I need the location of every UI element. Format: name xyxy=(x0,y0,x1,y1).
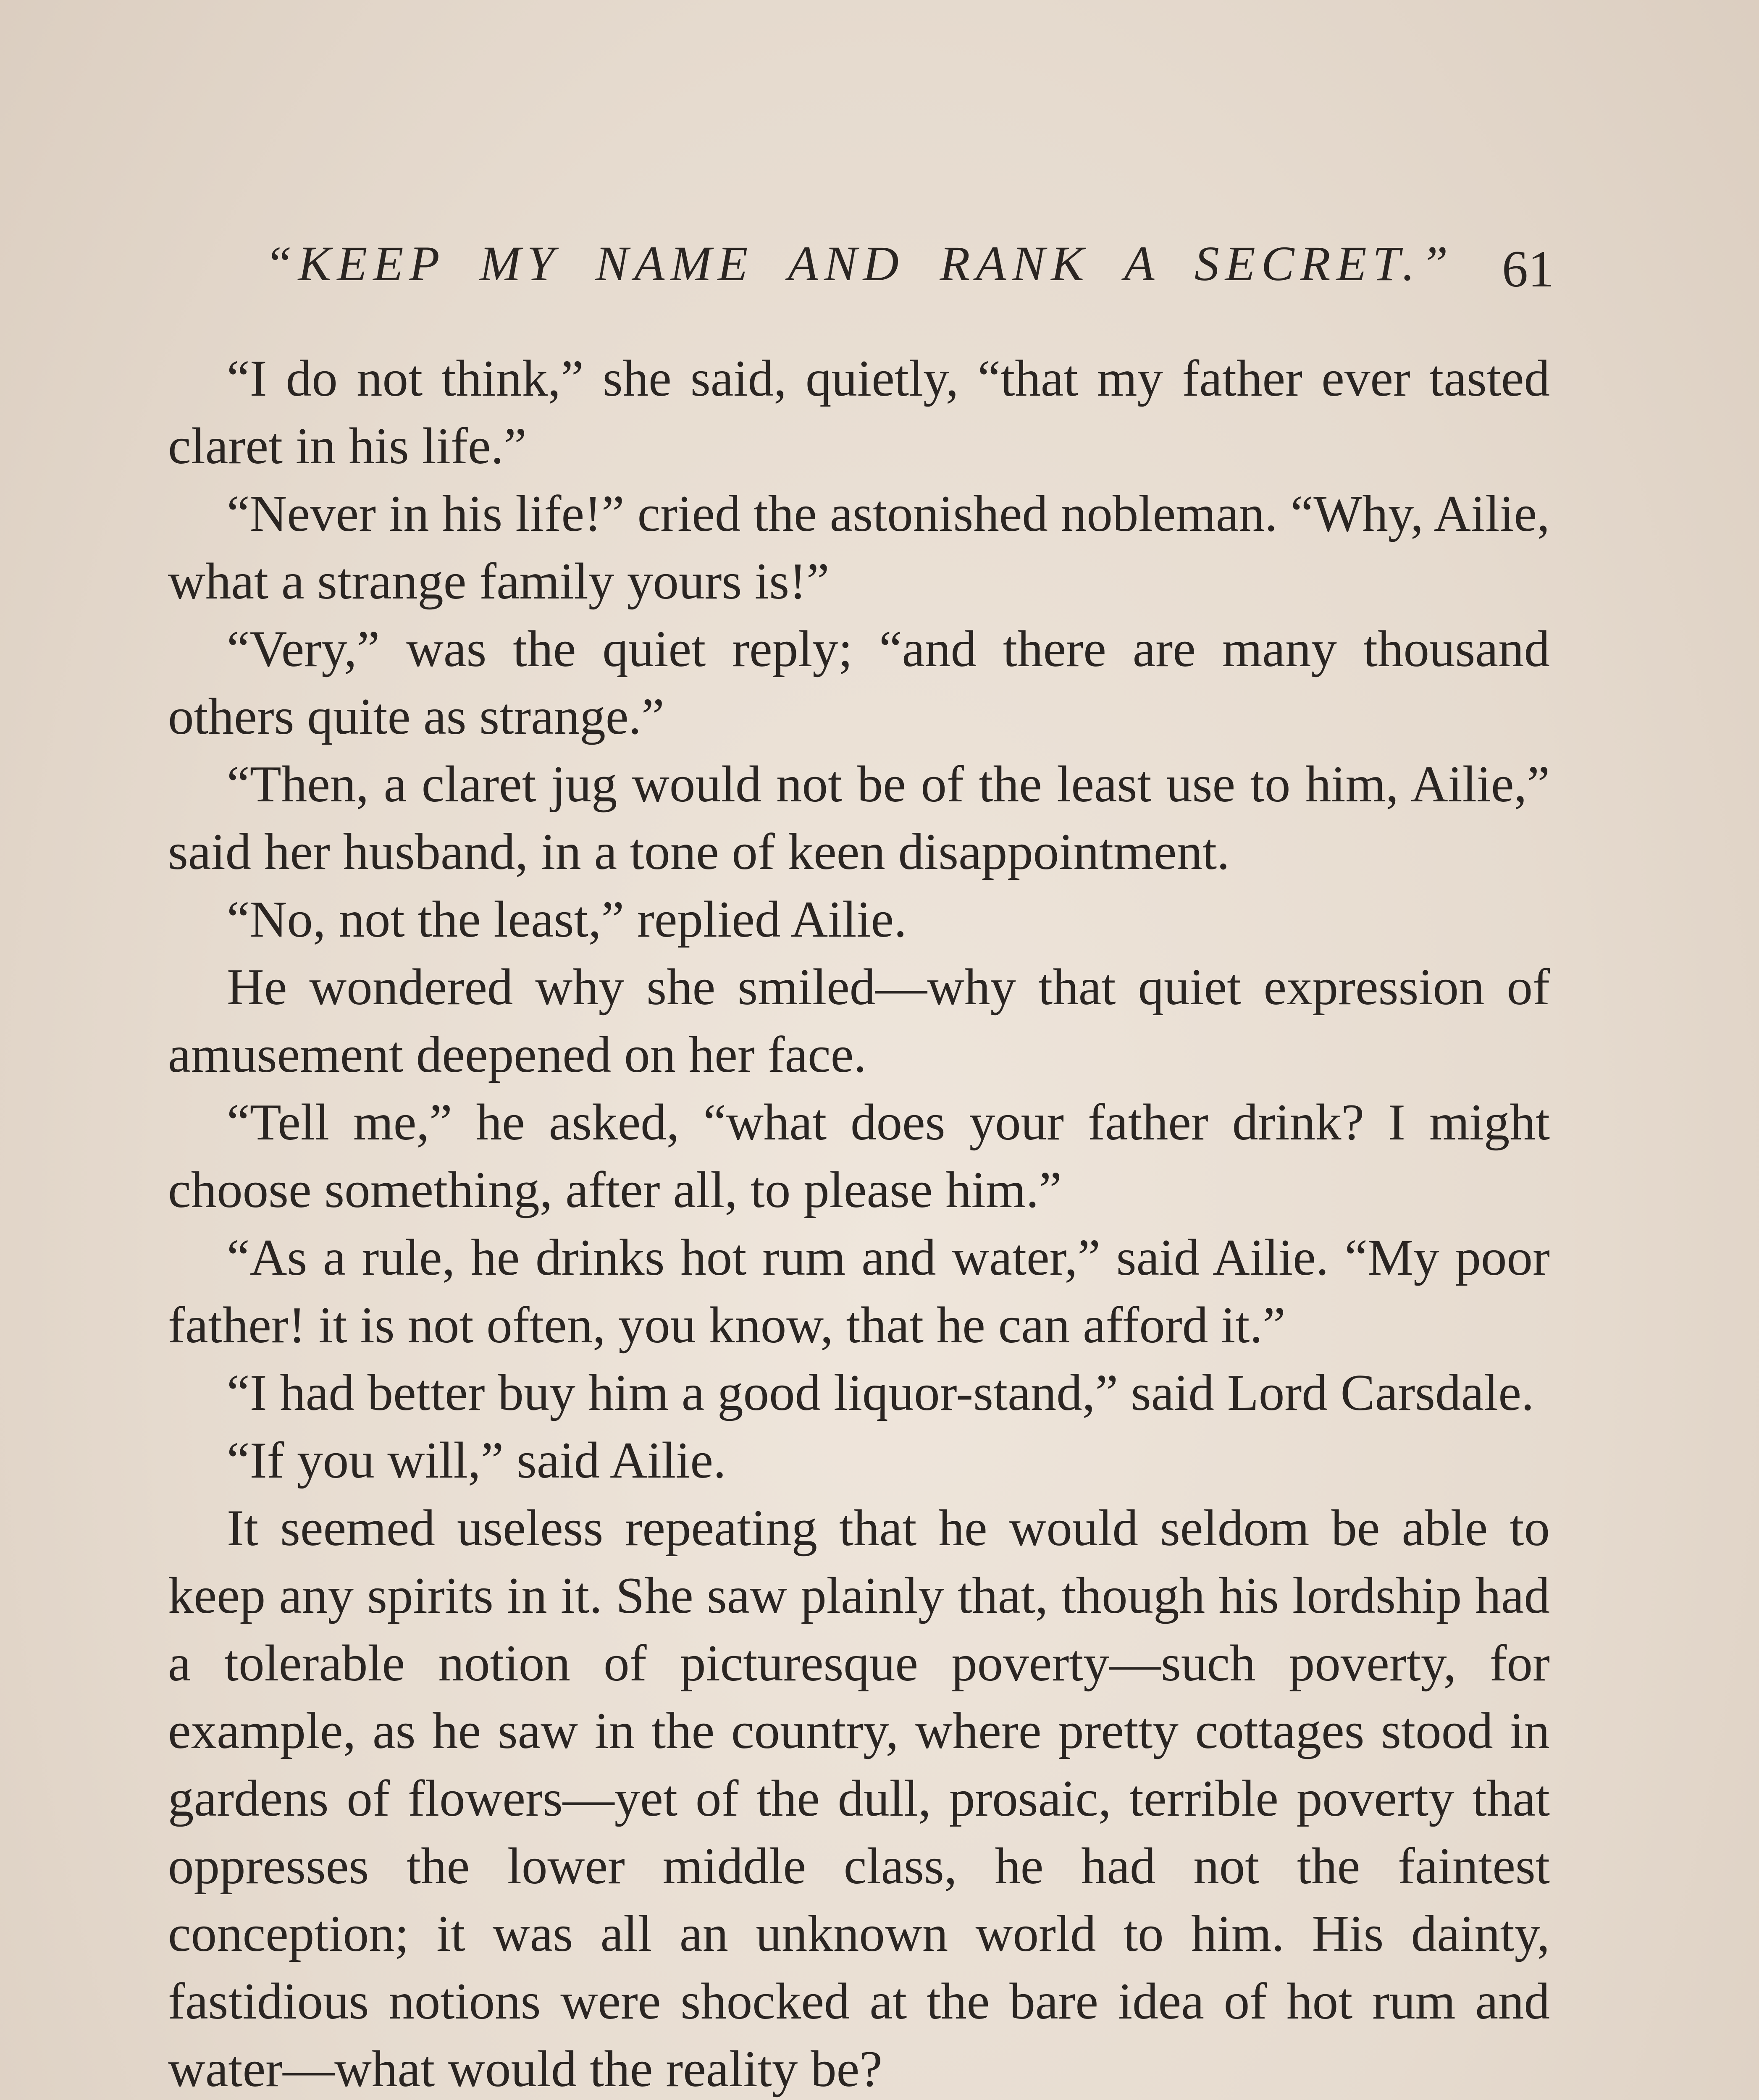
paragraph: It seemed useless repeating that he would seldom be able to keep any spirits in it. She saw plainly that, though his lordship had a tolerable notion of picturesque poverty—such poverty, for example, as he saw in the country, where pretty cottages stood in gardens of flowers—yet of the dull, prosaic, terrible poverty that oppresses the lower middle class, he had not the faintest conception; it was all an unknown world to him. His dainty, fastidious notions were shocked at the bare idea of hot rum and water—what would the reality be? xyxy=(168,1499,1550,2097)
running-title: “KEEP MY NAME AND RANK A SECRET.” xyxy=(265,236,1454,291)
paragraph: “Tell me,” he asked, “what does your father drink? I might choose something, after all, to please him.” xyxy=(168,1093,1550,1218)
paragraph: “Very,” was the quiet reply; “and there are many thousand others quite as strange.” xyxy=(168,620,1550,745)
paragraph: “Never in his life!” cried the astonished nobleman. “Why, Ailie, what a strange family yours is!” xyxy=(168,485,1550,610)
paragraph: “I do not think,” she said, quietly, “that my father ever tasted claret in his life.” xyxy=(168,349,1550,475)
paragraph: “Then, a claret jug would not be of the least use to him, Ailie,” said her husband, in a tone of keen disappointment. xyxy=(168,755,1550,880)
body-text xyxy=(168,344,1550,2100)
paragraph: “As a rule, he drinks hot rum and water,” said Ailie. “My poor father! it is not often, you know, that he can afford it.” xyxy=(168,1228,1550,1354)
page-number: 61 xyxy=(1502,240,1554,298)
paragraph: He wondered why she smiled—why that quiet expression of amusement deepened on her face. xyxy=(168,958,1550,1083)
paragraph: “No, not the least,” replied Ailie. xyxy=(227,890,907,948)
paragraph: “I had better buy him a good liquor-stand,” said Lord Carsdale. xyxy=(227,1364,1534,1421)
paragraph: “If you will,” said Ailie. xyxy=(227,1431,726,1489)
running-header xyxy=(265,235,1554,302)
